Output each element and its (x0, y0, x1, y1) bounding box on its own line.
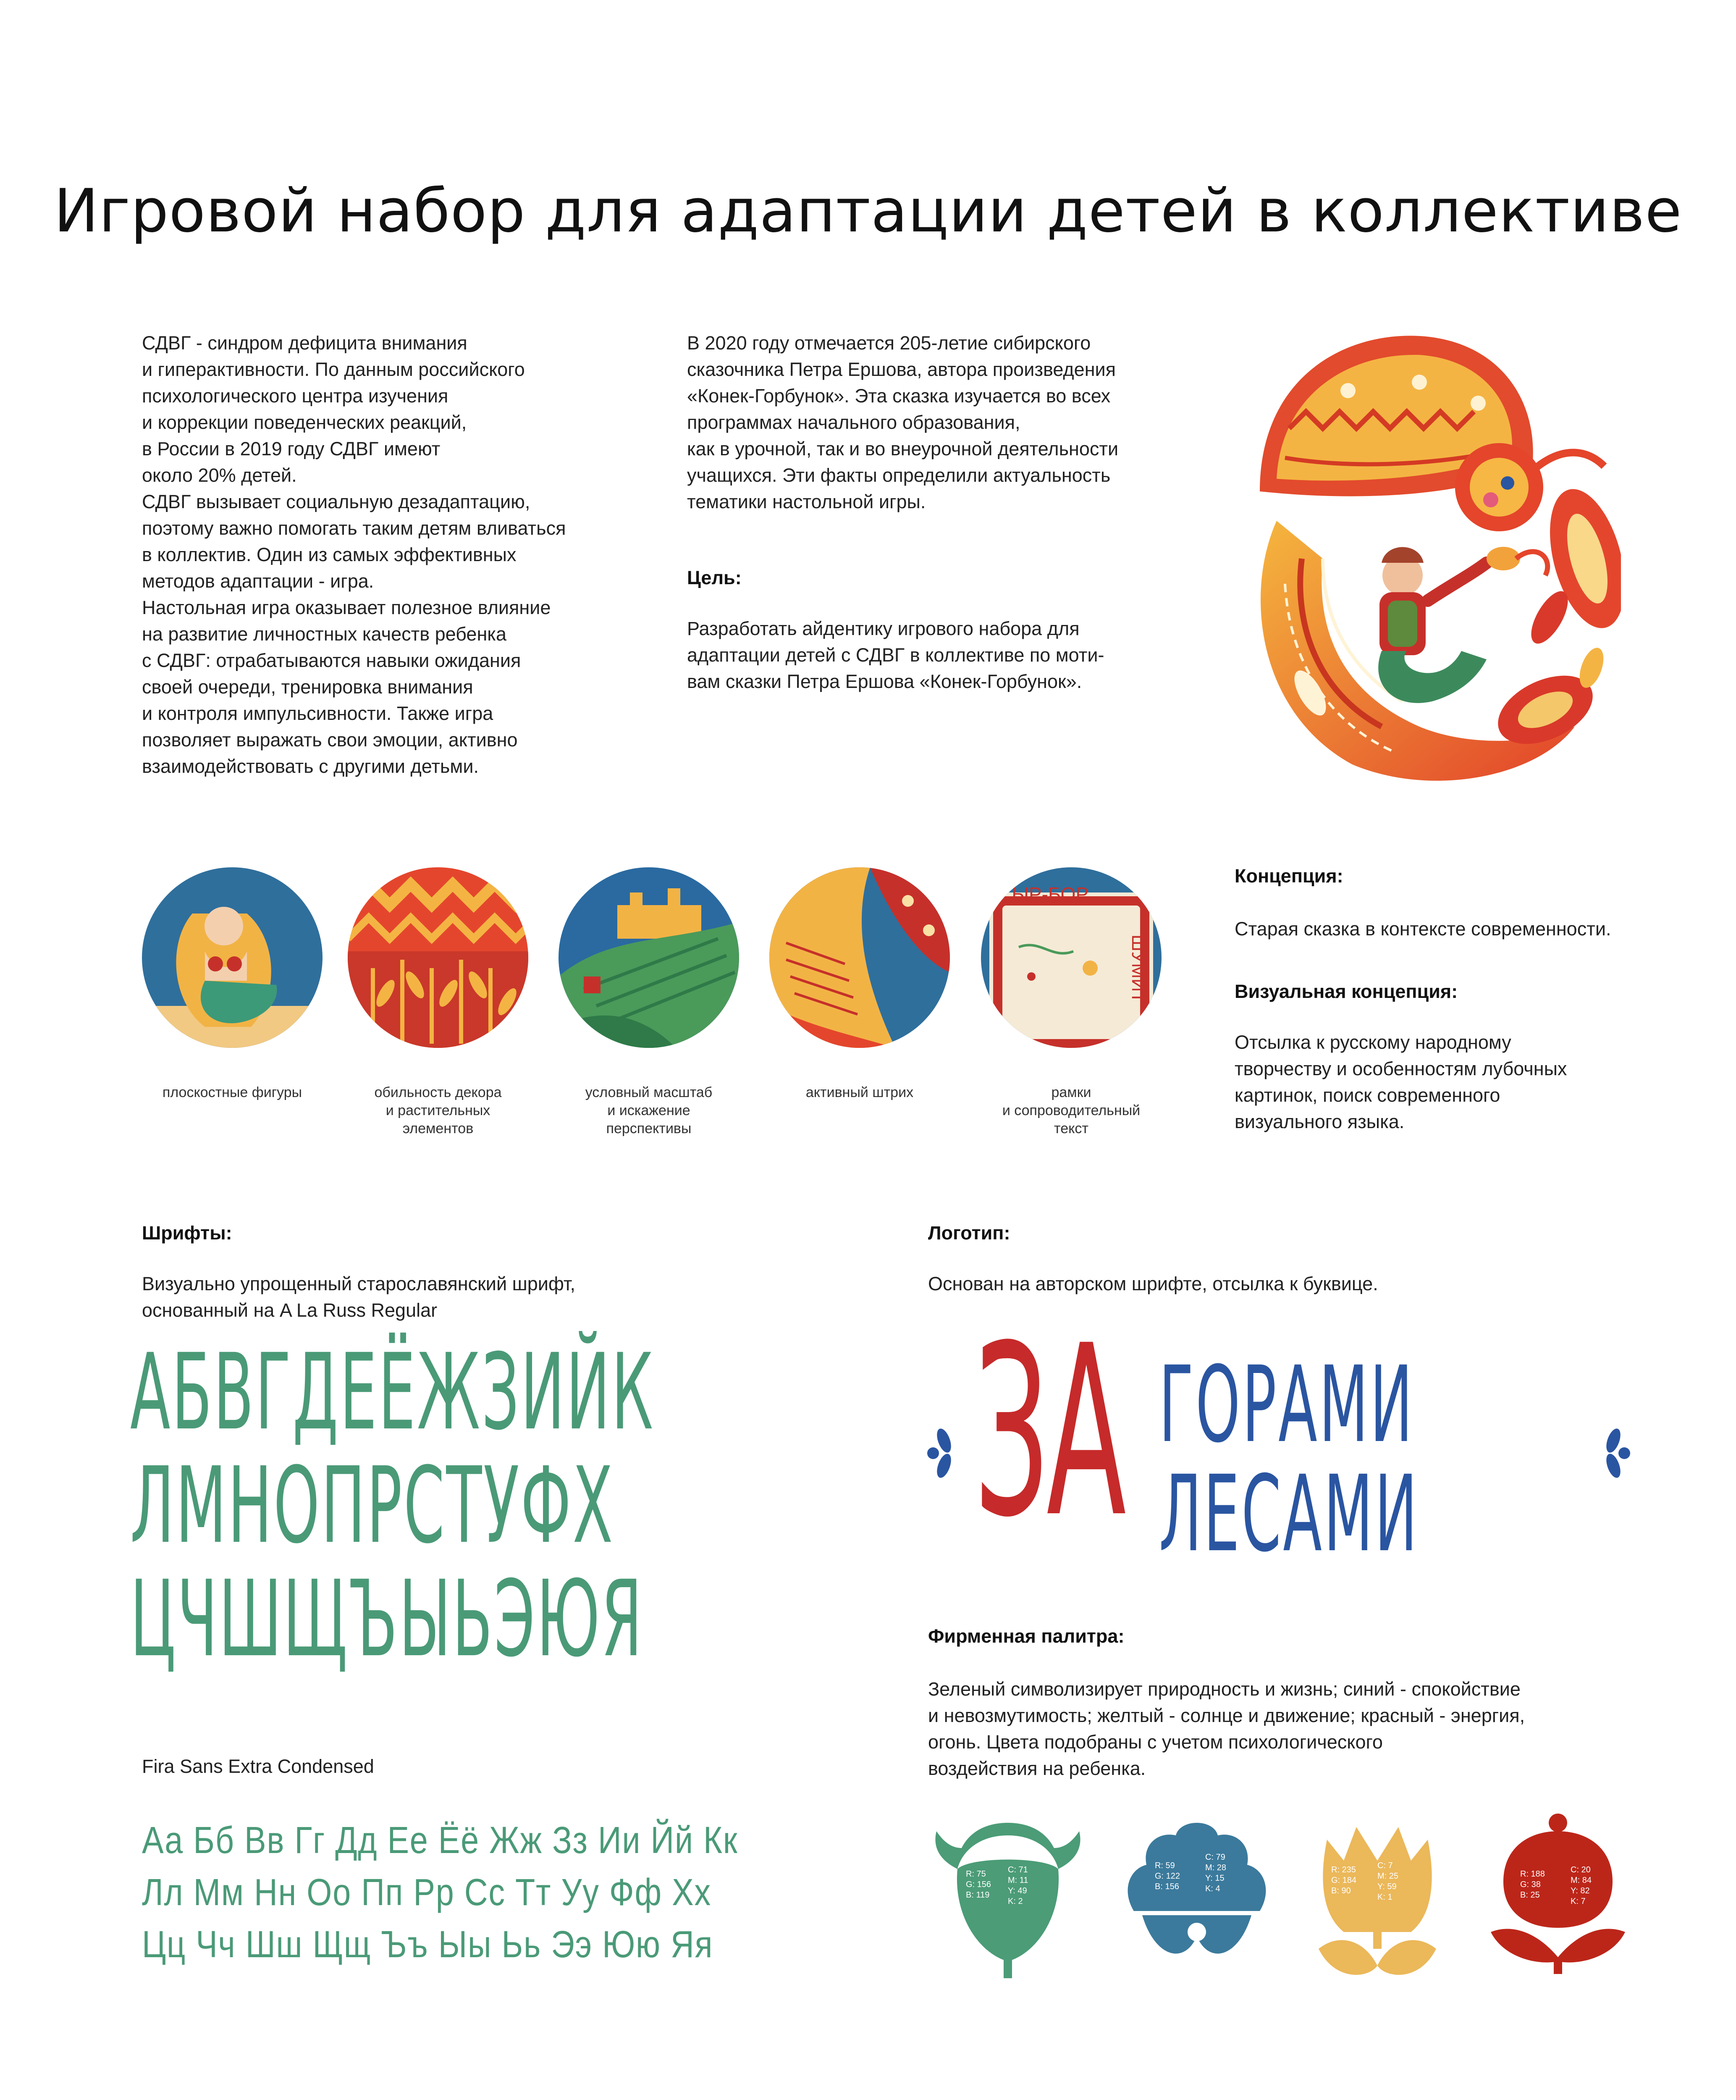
firebird-illustration (1243, 323, 1621, 794)
intro-right-text: В 2020 году отмечается 205-летие сибирского сказочника Петра Ершова, автора произведения «Конек-Горбунок». Эта сказка изучается во всех программах начального образования, как в урочной, так и во внеурочной деятельности учащихся. Эти факты определили актуальность тематики настольной игры. (687, 332, 1119, 512)
style-circle-frames-text: ШУМИТ (1128, 934, 1149, 1003)
concept-heading: Концепция: (1235, 865, 1343, 887)
palette-swatch-red (1478, 1806, 1638, 1982)
body-alphabet-row-3: Цц Чч Шш Щщ Ъъ Ыы Ьь Ээ Юю Яя (142, 1924, 713, 1966)
logo-initial: ЗА (974, 1295, 1124, 1569)
intro-left-text: СДВГ - синдром дефицита внимания и гиперактивности. По данным российского психологического центра изучения и коррекции поведенческих реакций, в России в 2019 году СДВГ имеют около 20% детей. СДВГ вызывает социальную дезадаптацию, поэтому важно помогать таким детям вливаться в коллектив. Один из самых эффективных методов адаптации - игра. Настольная игра оказывает полезное влияние на развитие личностных качеств ребенка с СДВГ: отрабатываются навыки ожидания своей очереди, тренировка внимания и контроля импульсивности. Также игра позволяет выражать свои эмоции, активно взаимодействовать с другими детьми. (142, 332, 566, 777)
swatch-blue-cmyk: C: 79 M: 28 Y: 15 K: 4 (1205, 1853, 1227, 1893)
page-title: Игровой набор для адаптации детей в коллективе (54, 176, 1682, 246)
goal-heading: Цель: (687, 567, 742, 588)
logo-line-1: ГОРАМИ (1159, 1344, 1415, 1466)
logo-heading: Логотип: (928, 1222, 1010, 1244)
swatch-red-rgb: R: 188 G: 38 B: 25 (1520, 1869, 1545, 1900)
logo (924, 1295, 1638, 1588)
style-circle-hatching (769, 867, 950, 1048)
display-alphabet-row-2: ЛМНОПРСТУФХ (130, 1444, 614, 1567)
body-alphabet-row-1: Аа Бб Вв Гг Дд Ее Ёё Жж Зз Ии Йй Кк (142, 1819, 738, 1861)
visual-concept-heading: Визуальная концепция: (1235, 981, 1458, 1002)
caption-stroke: активный штрих (805, 1084, 914, 1100)
style-circle-landscape (559, 867, 739, 1048)
fonts-heading: Шрифты: (142, 1222, 232, 1244)
fonts-description: Визуально упрощенный старославянский шрифт, основанный на A La Russ Regular (142, 1273, 576, 1321)
body-font-name: Fira Sans Extra Condensed (142, 1756, 374, 1777)
palette-swatch-blue (1117, 1806, 1277, 1982)
style-circle-ornament (348, 867, 528, 1048)
red-flower-icon (1478, 1806, 1638, 1982)
display-alphabet-row-3: ЦЧШЩЪЫЬЭЮЯ (130, 1558, 644, 1680)
caption-flat-figures: плоскостные фигуры (162, 1084, 302, 1100)
palette-description: Зеленый символизирует природность и жизнь; синий - спокойствие и невозмутимость; желтый - солнце и движение; красный - энергия, огонь. Цвета подобраны с учетом психологического воздействия на ребенка. (928, 1678, 1525, 1779)
caption-perspective: условный масштаб и искажение перспективы (585, 1084, 713, 1137)
blue-flower-icon (1117, 1806, 1277, 1982)
logo-description: Основан на авторском шрифте, отсылка к буквице. (928, 1273, 1378, 1294)
logo-right-ornament-icon (1600, 1424, 1634, 1478)
concept-text: Старая сказка в контексте современности. (1235, 918, 1611, 940)
logo-left-ornament-icon (924, 1424, 957, 1478)
style-circle-frames-sign: СЫР-БОР (998, 883, 1089, 905)
logo-line-2: ЛЕСАМИ (1159, 1453, 1419, 1575)
display-alphabet-row-1: АБВГДЕЁЖЗИЙК (130, 1331, 655, 1453)
caption-frames: рамки и сопроводительный текст (1002, 1084, 1141, 1137)
swatch-yellow-cmyk: C: 7 M: 25 Y: 59 K: 1 (1377, 1861, 1399, 1902)
visual-concept-text: Отсылка к русскому народному творчеству и особенностям лубочных картинок, поиск современного визуального языка. (1235, 1032, 1567, 1132)
caption-decor: обильность декора и растительных элементов (374, 1084, 502, 1137)
style-circle-frames (981, 867, 1162, 1048)
style-circle-mermaid (142, 867, 323, 1048)
palette-heading: Фирменная палитра: (928, 1625, 1125, 1647)
goal-text: Разработать айдентику игрового набора для адаптации детей с СДВГ в коллективе по моти- вам сказки Петра Ершова «Конек-Горбунок». (687, 618, 1104, 692)
swatch-blue-rgb: R: 59 G: 122 B: 156 (1155, 1861, 1180, 1891)
swatch-green-rgb: R: 75 G: 156 B: 119 (966, 1869, 991, 1900)
swatch-red-cmyk: C: 20 M: 84 Y: 82 K: 7 (1571, 1865, 1592, 1906)
swatch-yellow-rgb: R: 235 G: 184 B: 90 (1331, 1865, 1357, 1895)
palette-swatch-green (928, 1806, 1088, 1982)
body-alphabet-row-2: Лл Мм Нн Оо Пп Рр Сс Тт Уу Фф Хх (142, 1872, 711, 1914)
swatch-green-cmyk: C: 71 M: 11 Y: 49 K: 2 (1008, 1865, 1028, 1906)
palette-swatch-yellow (1302, 1806, 1453, 1982)
